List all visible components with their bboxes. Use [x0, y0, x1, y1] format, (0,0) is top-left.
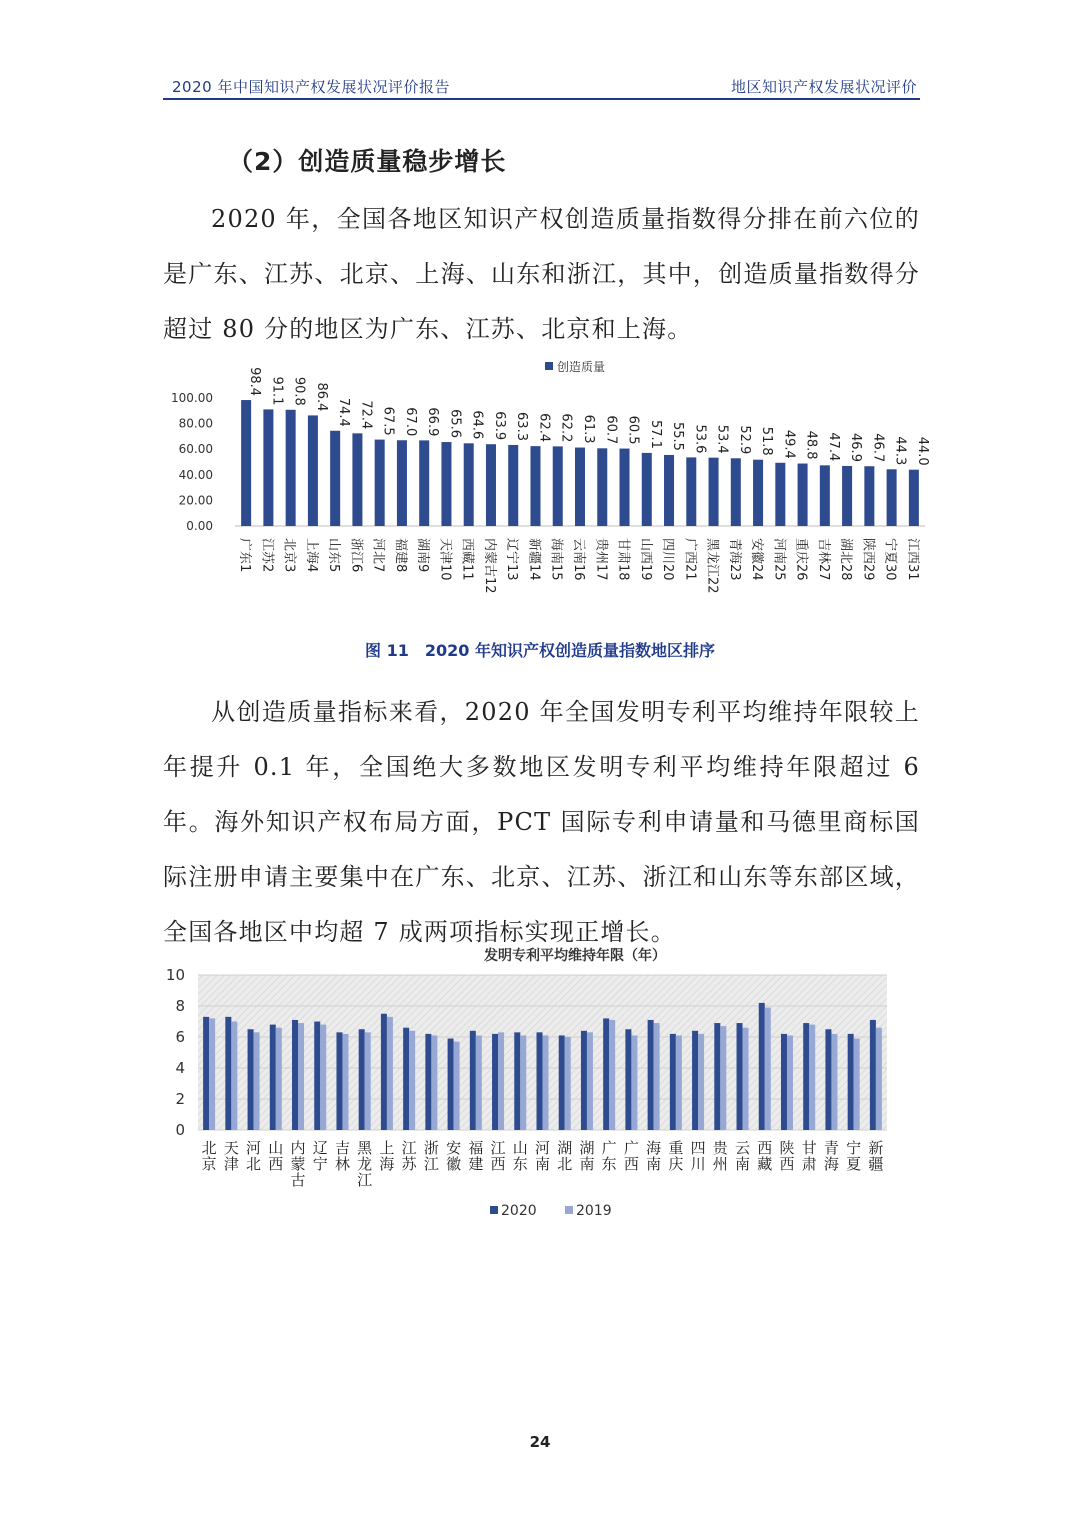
bar-2020 [559, 1035, 565, 1130]
svg-text:徽: 徽 [446, 1155, 462, 1173]
category-label [846, 1139, 861, 1173]
value-label: 51.8 [759, 426, 775, 456]
svg-text:宁: 宁 [846, 1139, 862, 1157]
paragraph-1 [163, 192, 920, 357]
bar [909, 470, 919, 526]
value-label: 44.3 [892, 436, 908, 466]
svg-text:辽: 辽 [312, 1139, 328, 1157]
category-label: 河南25 [771, 538, 787, 581]
bar-2019 [609, 1020, 615, 1130]
bar [553, 446, 563, 526]
y-tick-label: 8 [175, 997, 185, 1015]
svg-text:苏: 苏 [401, 1155, 417, 1173]
svg-text:江: 江 [357, 1171, 373, 1189]
bar-2019 [387, 1017, 393, 1130]
bar [709, 458, 719, 526]
chart-title: 发明专利平均维持年限（年） [484, 948, 666, 964]
bar-2020 [492, 1034, 498, 1130]
category-label: 福建8 [392, 538, 408, 573]
bar [352, 433, 362, 526]
svg-text:福: 福 [468, 1139, 484, 1157]
svg-text:京: 京 [201, 1155, 217, 1173]
category-label: 甘肃18 [615, 538, 631, 581]
value-label: 47.4 [825, 432, 841, 462]
bar-2020 [514, 1032, 520, 1130]
value-label: 60.5 [625, 415, 641, 445]
value-label: 52.9 [736, 425, 752, 455]
category-label [335, 1139, 350, 1173]
svg-text:重: 重 [668, 1139, 684, 1157]
bar-2020 [403, 1028, 409, 1130]
bar-2020 [803, 1023, 809, 1130]
bar [486, 444, 496, 526]
svg-text:西: 西 [623, 1155, 639, 1173]
y-tick-label: 80.00 [178, 416, 213, 431]
category-label: 西藏11 [459, 538, 475, 581]
bar-2020 [336, 1032, 342, 1130]
header-divider [163, 98, 920, 100]
value-label: 55.5 [670, 422, 686, 451]
bar [441, 442, 451, 526]
svg-text:江: 江 [490, 1139, 506, 1157]
category-label: 浙江6 [348, 538, 364, 573]
svg-text:海: 海 [379, 1155, 395, 1173]
svg-text:河: 河 [534, 1139, 551, 1157]
paragraph-2-text: 从创造质量指标来看，2020 年全国发明专利平均维持年限较上年提升 0.1 年，全国绝大多数地区发明专利平均维持年限超过 6 年。海外知识产权布局方面，PCT 国际专利申请量和马德里商标国际注册申请主要集中在广东、北京、江苏、浙江和山东等东部区域，全国各地区中均超 7 成两项指标实现正增长。 [163, 698, 920, 946]
bar [642, 453, 652, 526]
category-label: 江西31 [904, 538, 920, 581]
category-label: 陕西29 [860, 538, 876, 581]
paragraph-2 [163, 685, 920, 960]
svg-text:云: 云 [735, 1139, 751, 1157]
bar-2019 [765, 1008, 771, 1130]
category-label: 上海4 [303, 538, 319, 573]
svg-text:青: 青 [823, 1139, 839, 1157]
bar-2019 [854, 1039, 860, 1130]
category-label [691, 1139, 706, 1173]
category-label: 宁夏30 [882, 538, 898, 581]
legend-swatch [565, 1206, 573, 1214]
svg-text:庆: 庆 [668, 1155, 684, 1173]
bar-2020 [781, 1034, 787, 1130]
svg-text:西: 西 [268, 1155, 284, 1173]
bar [775, 463, 785, 526]
svg-text:江: 江 [423, 1155, 439, 1173]
bar [864, 466, 874, 526]
value-label: 67.0 [402, 407, 418, 437]
bar-2020 [359, 1029, 365, 1130]
bar-2020 [381, 1014, 387, 1130]
value-label: 57.1 [647, 419, 663, 449]
legend-swatch [490, 1206, 498, 1214]
bar-2020 [425, 1034, 431, 1130]
bar-2019 [676, 1035, 682, 1130]
category-label [602, 1139, 617, 1173]
bar [286, 410, 296, 526]
category-label [557, 1139, 572, 1173]
category-label [313, 1139, 328, 1173]
category-label [757, 1139, 772, 1173]
bar-2020 [648, 1020, 654, 1130]
category-label: 新疆14 [526, 538, 542, 581]
bar [597, 448, 607, 526]
bar-2020 [603, 1018, 609, 1130]
svg-text:藏: 藏 [757, 1155, 773, 1173]
section-heading: （2）创造质量稳步增长 [228, 147, 507, 176]
bar [419, 440, 429, 526]
bar-2020 [692, 1031, 698, 1130]
category-label: 吉林27 [815, 538, 831, 581]
value-label: 53.4 [714, 424, 730, 454]
category-label [268, 1139, 283, 1173]
bar-2020 [470, 1031, 476, 1130]
category-label: 湖南9 [415, 538, 431, 573]
paragraph-1-text: 2020 年，全国各地区知识产权创造质量指数得分排在前六位的是广东、江苏、北京、上海、山东和浙江，其中，创造质量指数得分超过 80 分的地区为广东、江苏、北京和上海。 [163, 205, 920, 343]
svg-text:湖: 湖 [579, 1139, 595, 1157]
category-label [424, 1139, 439, 1173]
category-label [513, 1139, 528, 1173]
bar-2020 [714, 1023, 720, 1130]
bar [508, 445, 518, 526]
bar-2019 [787, 1035, 793, 1130]
category-label: 河北7 [370, 538, 386, 573]
patent-maintenance-chart [160, 940, 930, 1230]
y-tick-label: 6 [175, 1028, 185, 1046]
svg-text:南: 南 [534, 1155, 551, 1173]
value-label: 66.9 [425, 407, 441, 437]
bar [753, 460, 763, 526]
category-label [824, 1139, 839, 1173]
category-label: 青海23 [726, 538, 742, 581]
category-label: 广东1 [237, 538, 253, 573]
svg-text:古: 古 [290, 1171, 306, 1189]
bar-2020 [581, 1031, 587, 1130]
svg-text:上: 上 [379, 1139, 395, 1157]
svg-text:疆: 疆 [868, 1155, 884, 1173]
svg-text:北: 北 [246, 1155, 262, 1173]
bar-2020 [625, 1029, 631, 1130]
bar-2020 [848, 1034, 854, 1130]
category-label: 北京3 [281, 538, 297, 573]
bar [330, 431, 340, 526]
bar-2019 [454, 1042, 460, 1130]
svg-text:新: 新 [868, 1139, 884, 1157]
bar-2019 [631, 1035, 637, 1130]
category-label: 山西19 [637, 538, 653, 581]
bar [241, 400, 251, 526]
bar [397, 440, 407, 526]
category-label: 黑龙江22 [704, 538, 720, 594]
svg-text:津: 津 [223, 1155, 239, 1173]
category-label [668, 1139, 683, 1173]
value-label: 91.1 [269, 376, 285, 406]
bar [731, 458, 741, 526]
y-tick-label: 40.00 [178, 467, 213, 482]
bar [375, 440, 385, 526]
category-label [535, 1139, 550, 1173]
bar-2019 [209, 1018, 215, 1130]
bar [263, 409, 273, 526]
svg-text:肃: 肃 [801, 1155, 817, 1173]
svg-text:北: 北 [201, 1139, 217, 1157]
bar-2020 [292, 1020, 298, 1130]
y-tick-label: 4 [175, 1059, 185, 1077]
bar-2019 [231, 1022, 237, 1131]
svg-text:湖: 湖 [557, 1139, 573, 1157]
svg-text:广: 广 [623, 1139, 639, 1157]
category-label: 重庆26 [793, 538, 809, 581]
bar [530, 446, 540, 526]
category-label [491, 1139, 506, 1173]
value-label: 63.3 [514, 412, 530, 441]
value-label: 86.4 [313, 382, 329, 412]
bar [686, 457, 696, 526]
value-label: 53.6 [692, 424, 708, 454]
svg-text:山: 山 [512, 1139, 528, 1157]
svg-text:山: 山 [268, 1139, 284, 1157]
category-label [202, 1139, 217, 1173]
value-label: 44.0 [914, 436, 930, 466]
category-label [779, 1139, 794, 1173]
category-label: 广西21 [682, 538, 698, 581]
svg-text:陕: 陕 [779, 1139, 795, 1157]
bar-2019 [254, 1032, 260, 1130]
value-label: 60.7 [603, 415, 619, 445]
category-label: 山东5 [326, 538, 342, 573]
bar-2019 [743, 1028, 749, 1130]
svg-text:黑: 黑 [357, 1139, 373, 1157]
category-label: 湖北28 [838, 538, 854, 581]
value-label: 63.9 [491, 411, 507, 441]
svg-text:吉: 吉 [334, 1139, 350, 1157]
bar-2020 [737, 1023, 743, 1130]
svg-text:东: 东 [512, 1155, 528, 1173]
bar-2020 [225, 1017, 231, 1130]
category-label: 安徽24 [749, 538, 765, 581]
y-tick-label: 2 [175, 1090, 185, 1108]
svg-text:海: 海 [823, 1155, 839, 1173]
legend-label: 2019 [576, 1203, 612, 1219]
svg-text:州: 州 [712, 1155, 728, 1173]
svg-text:西: 西 [757, 1139, 773, 1157]
category-label [446, 1139, 461, 1173]
value-label: 74.4 [336, 397, 352, 427]
legend-label: 2020 [501, 1203, 537, 1219]
svg-text:四: 四 [690, 1139, 706, 1157]
bar-2019 [520, 1035, 526, 1130]
bar-2019 [476, 1035, 482, 1130]
bar [798, 464, 808, 526]
svg-text:西: 西 [779, 1155, 795, 1173]
svg-text:贵: 贵 [712, 1139, 728, 1157]
value-label: 72.4 [358, 400, 374, 430]
value-label: 46.7 [870, 433, 886, 463]
value-label: 48.8 [803, 430, 819, 460]
svg-text:南: 南 [735, 1155, 751, 1173]
y-tick-label: 100.00 [171, 391, 213, 405]
bar [842, 466, 852, 526]
svg-text:甘: 甘 [801, 1139, 817, 1157]
legend [490, 1203, 612, 1219]
value-label: 46.9 [848, 433, 864, 462]
category-label: 四川20 [660, 538, 676, 581]
bar-2020 [536, 1032, 542, 1130]
value-label: 65.6 [447, 409, 463, 439]
category-label: 贵州17 [593, 538, 609, 581]
bar-2019 [654, 1023, 660, 1130]
category-label [224, 1139, 239, 1173]
svg-text:东: 东 [601, 1155, 617, 1173]
bar-2019 [876, 1028, 882, 1130]
header-right: 地区知识产权发展状况评价 [730, 78, 917, 96]
bar-2020 [270, 1025, 276, 1130]
category-label: 海南15 [548, 538, 564, 581]
bar [820, 465, 830, 526]
y-tick-label: 0.00 [186, 519, 213, 533]
bar-2019 [587, 1032, 593, 1130]
bar-2020 [825, 1029, 831, 1130]
svg-text:建: 建 [468, 1155, 484, 1173]
category-label [357, 1139, 373, 1189]
bar-2019 [698, 1034, 704, 1130]
svg-text:浙: 浙 [423, 1139, 439, 1157]
category-label: 内蒙古12 [481, 538, 497, 594]
value-label: 62.4 [536, 413, 552, 443]
svg-text:宁: 宁 [312, 1155, 328, 1173]
svg-text:蒙: 蒙 [290, 1155, 306, 1173]
bar-2019 [298, 1023, 304, 1130]
value-label: 49.4 [781, 429, 797, 459]
category-label: 天津10 [437, 538, 453, 581]
bar-2019 [276, 1028, 282, 1130]
category-label [291, 1139, 306, 1189]
svg-text:林: 林 [334, 1155, 350, 1173]
bar [464, 443, 474, 526]
bar-2019 [809, 1025, 815, 1130]
svg-text:内: 内 [290, 1139, 306, 1157]
bar [620, 449, 630, 526]
bar [887, 469, 897, 526]
category-label [468, 1139, 483, 1173]
svg-text:江: 江 [401, 1139, 417, 1157]
category-label [868, 1139, 883, 1173]
value-label: 61.3 [581, 414, 596, 444]
svg-text:天: 天 [223, 1139, 239, 1157]
category-label: 江苏2 [259, 538, 275, 573]
svg-text:广: 广 [601, 1139, 617, 1157]
header-left: 2020 年中国知识产权发展状况评价报告 [172, 78, 450, 96]
page-number: 24 [529, 1433, 551, 1451]
bar-2019 [320, 1025, 326, 1130]
category-label [802, 1139, 817, 1173]
bar-2020 [248, 1029, 254, 1130]
legend-label: 创造质量 [557, 360, 606, 374]
value-label: 62.2 [558, 413, 574, 443]
category-label: 云南16 [571, 538, 586, 581]
figure-caption: 图 11 2020 年知识产权创造质量指数地区排序 [365, 641, 715, 660]
quality-index-chart [160, 350, 930, 610]
svg-text:南: 南 [579, 1155, 595, 1173]
svg-text:夏: 夏 [846, 1155, 862, 1173]
bar [664, 455, 674, 526]
value-label: 64.6 [469, 410, 485, 440]
svg-text:安: 安 [446, 1139, 462, 1157]
svg-text:南: 南 [646, 1155, 662, 1173]
bar-2020 [759, 1003, 765, 1130]
value-label: 67.5 [380, 406, 396, 436]
svg-text:北: 北 [557, 1155, 573, 1173]
category-label [379, 1139, 394, 1173]
svg-text:海: 海 [646, 1139, 662, 1157]
bar-2020 [314, 1022, 320, 1131]
category-label [735, 1139, 750, 1173]
bar-2020 [870, 1020, 876, 1130]
bar [575, 448, 585, 526]
bar-2019 [831, 1034, 837, 1130]
bar-2019 [342, 1034, 348, 1130]
bar-2019 [409, 1031, 415, 1130]
svg-text:河: 河 [246, 1139, 262, 1157]
category-label [402, 1139, 418, 1173]
category-label [246, 1139, 261, 1173]
bar-2019 [498, 1032, 504, 1130]
bar-2019 [720, 1026, 726, 1130]
value-label: 90.8 [291, 376, 307, 406]
category-label [624, 1139, 639, 1173]
svg-text:龙: 龙 [357, 1155, 373, 1173]
value-label: 98.4 [247, 367, 263, 397]
legend-swatch [545, 362, 553, 370]
y-tick-label: 60.00 [178, 442, 213, 457]
bar-2019 [365, 1032, 371, 1130]
category-label [646, 1139, 661, 1173]
y-tick-label: 0 [175, 1121, 185, 1139]
category-label [579, 1139, 594, 1173]
bar-2020 [203, 1017, 209, 1130]
bar [308, 415, 318, 526]
svg-text:西: 西 [490, 1155, 506, 1173]
bar-2019 [431, 1035, 437, 1130]
category-label: 辽宁13 [504, 538, 520, 581]
y-tick-label: 20.00 [178, 493, 213, 508]
bar-2019 [543, 1035, 549, 1130]
bar-2020 [448, 1039, 454, 1130]
y-tick-label: 10 [165, 966, 185, 984]
svg-text:川: 川 [690, 1155, 706, 1173]
category-label [713, 1139, 729, 1173]
bar-2020 [670, 1034, 676, 1130]
bar-2019 [565, 1037, 571, 1130]
